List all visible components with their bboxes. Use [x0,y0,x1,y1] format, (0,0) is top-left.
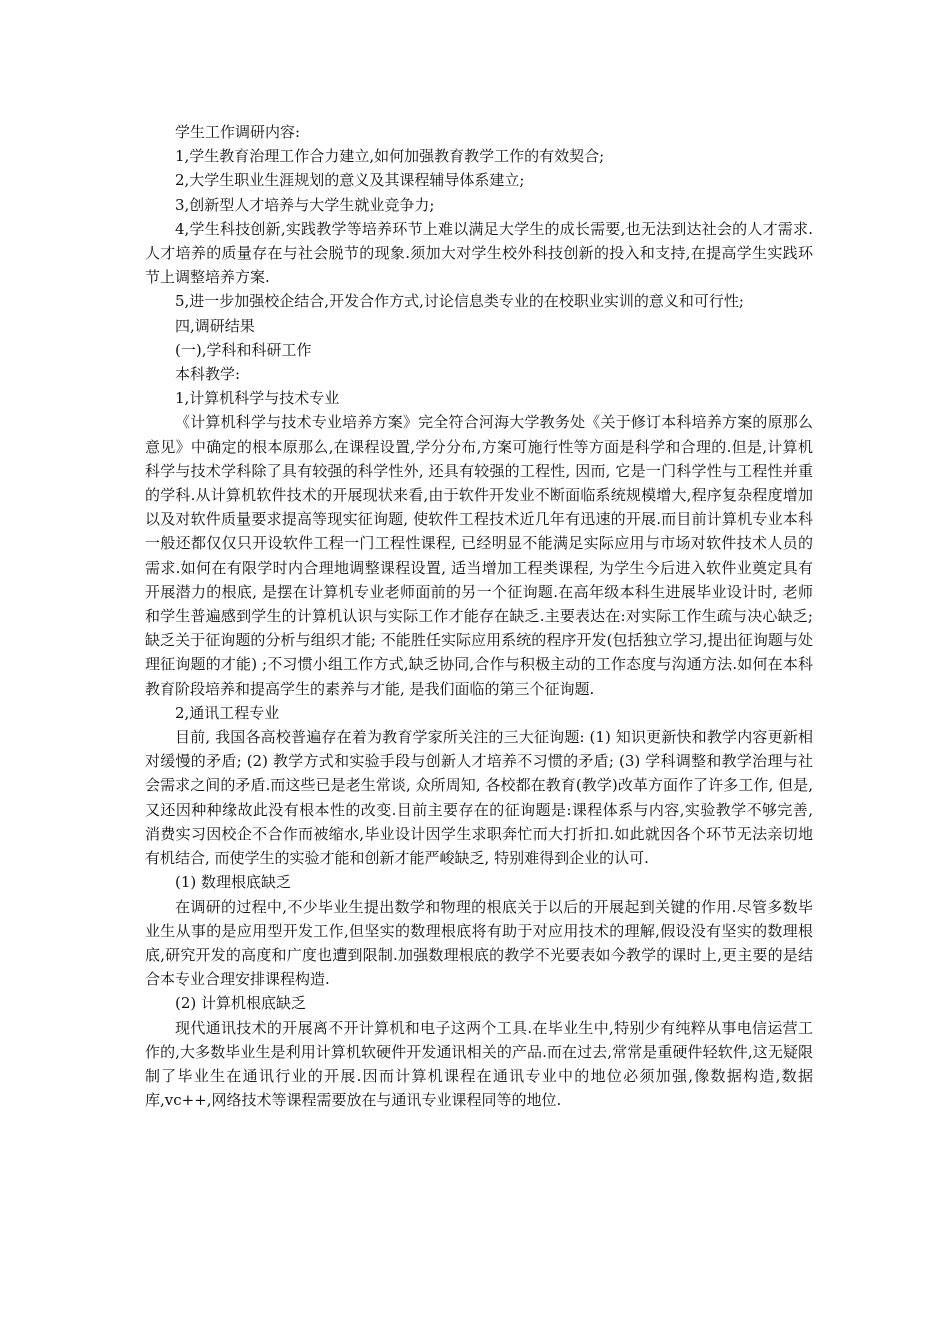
heading-undergrad-teaching: 本科教学: [175,365,241,384]
heading-math-foundation: (1) 数理根底缺乏 [175,873,292,892]
paragraph-item-4: 4,学生科技创新,实践教学等培养环节上难以满足大学生的成长需要,也无法到达社会的人才需求.人才培养的质量存在与社会脱节的现象.须加大对学生校外科技创新的投入和支持,在提高学生实践环节上调整培养方案. [145,219,813,287]
paragraph-telecom-body: 目前, 我国各高校普遍存在着为教育学家所关注的三大征询题: (1) 知识更新快和教学内容更新相对缓慢的矛盾; (2) 教学方式和实验手段与创新人才培养不习惯的矛盾; (3) 学科调整和教学治理与社会需求之间的矛盾.而这些已是老生常谈, 众所周知, 各校都在教育(教学)改革方面作了许多工作, 但是, 又还因种种缘故此没有根本性的改变.目前主要存在的征询题是:课程体系与内容,实验教学不够完善, 消费实习因校企不合作而被缩水,毕业设计因学生求职奔忙而大打折扣.如此就因各个环节无法亲切地有机结合, 而使学生的实验才能和创新才能严峻缺乏, 特别难得到企业的认可. [145,728,813,868]
paragraph-survey-heading: 学生工作调研内容: [175,123,301,141]
paragraph-item-5: 5,进一步加强校企结合,开发合作方式,讨论信息类专业的在校职业实训的意义和可行性; [175,292,744,311]
paragraph-math-body: 在调研的过程中,不少毕业生提出数学和物理的根底关于以后的开展起到关键的作用.尽管多数毕业生从事的是应用型开发工作,但坚实的数理根底将有助于对应用技术的理解,假设没有坚实的数理根底,研究开发的高度和广度也遭到限制.加强数理根底的教学不光要表如今教学的课时上,更主要的是结合本专业合理安排课程构造. [145,897,813,989]
paragraph-cs-body: 《计算机科学与技术专业培养方案》完全符合河海大学教务处《关于修订本科培养方案的原那么意见》中确定的根本原那么,在课程设置,学分分布,方案可施行性等方面是科学和合理的.但是,计算机科学与技术学科除了具有较强的科学性外, 还具有较强的工程性, 因而, 它是一门科学性与工程性并重的学科.从计算机软件技术的开展现状来看,由于软件开发业不断面临系统规模增大,程序复杂程度增加以及对软件质量要求提高等现实征询题, 使软件工程技术近几年有迅速的开展.而目前计算机专业本科一般还都仅仅只开设软件工程一门工程性课程, 已经明显不能满足实际应用与市场对软件技术人员的需求.如何在有限学时内合理地调整课程设置, 适当增加工程类课程, 为学生今后进入软件业奠定具有开展潜力的根底, 是摆在计算机专业老师面前的另一个征询题.在高年级本科生进展毕业设计时, 老师和学生普遍感到学生的计算机认识与实际工作才能存在缺乏.主要表达在:对实际工作生疏与决心缺乏;缺乏关于征询题的分析与组织才能; 不能胜任实际应用系统的程序开发(包括独立学习,提出征询题与处理征询题的才能) ;不习惯小组工作方式,缺乏协同,合作与积极主动的工作态度与沟通方法.如何在本科教育阶段培养和提高学生的素养与才能, 是我们面临的第三个征询题. [145,413,813,698]
section-heading-results: 四,调研结果 [175,316,255,335]
paragraph-item-3: 3,创新型人才培养与大学生就业竞争力; [175,195,435,214]
subsection-heading-research: (一),学科和科研工作 [175,340,312,359]
paragraph-computer-body: 现代通讯技术的开展离不开计算机和电子这两个工具.在毕业生中,特别少有纯粹从事电信运营工作的,大多数毕业生是利用计算机软硬件开发通讯相关的产品.而在过去,常常是重硬件轻软件,这无疑限制了毕业生在通讯行业的开展.因而计算机课程在通讯专业中的地位必须加强,像数据构造,数据库,vc++,网络技术等课程需要放在与通讯专业课程同等的地位. [145,1018,813,1110]
paragraph-item-2: 2,大学生职业生涯规划的意义及其课程辅导体系建立; [175,171,525,190]
paragraph-item-1: 1,学生教育治理工作合力建立,如何加强教育教学工作的有效契合; [175,147,605,166]
heading-cs-major: 1,计算机科学与技术专业 [175,389,340,408]
heading-telecom-major: 2,通讯工程专业 [175,703,280,722]
heading-computer-foundation: (2) 计算机根底缺乏 [175,994,307,1013]
document-body [145,120,813,1112]
